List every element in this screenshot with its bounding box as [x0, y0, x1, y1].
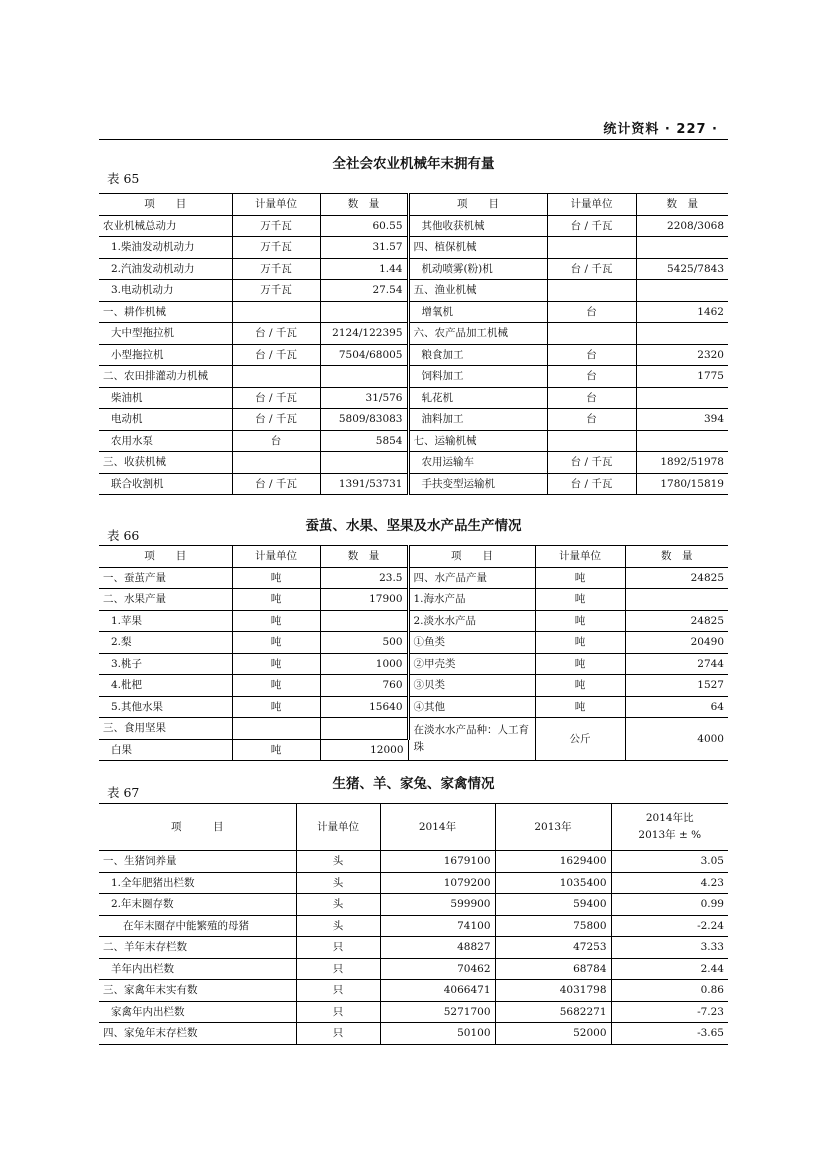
table-row [99, 1001, 728, 1023]
item-cell: 粮食加工 [408, 344, 547, 366]
unit-cell: 头 [296, 894, 380, 916]
table-65 [99, 193, 728, 495]
change-header-line2: 2013年 ± % [638, 829, 702, 841]
item-cell: 油料加工 [408, 409, 547, 431]
table-row [99, 237, 728, 259]
column-header: 计量单位 [232, 194, 320, 216]
unit-cell: 吨 [535, 567, 625, 589]
value-cell [636, 323, 728, 345]
unit-cell: 台 [547, 366, 636, 388]
value-cell: 5682271 [495, 1001, 611, 1023]
value-cell: 52000 [495, 1023, 611, 1045]
unit-cell: 万千瓦 [232, 215, 320, 237]
value-cell: 23.5 [320, 567, 408, 589]
unit-cell: 吨 [535, 589, 625, 611]
unit-cell: 台 [547, 301, 636, 323]
value-cell: 2320 [636, 344, 728, 366]
unit-cell: 吨 [535, 653, 625, 675]
item-cell: 2.汽油发动机动力 [99, 258, 232, 280]
table-row [99, 958, 728, 980]
value-cell [320, 452, 408, 474]
change-cell: -7.23 [611, 1001, 728, 1023]
value-cell: 31.57 [320, 237, 408, 259]
table-66-title: 蚕茧、水果、坚果及水产品生产情况 [305, 518, 522, 534]
value-cell: 1.44 [320, 258, 408, 280]
item-cell: 二、农田排灌动力机械 [99, 366, 232, 388]
table-row [99, 301, 728, 323]
item-cell: 手扶变型运输机 [408, 473, 547, 495]
table-65-header-row [99, 194, 728, 216]
unit-cell: 吨 [232, 739, 320, 761]
table-row [99, 675, 728, 697]
unit-cell: 只 [296, 980, 380, 1002]
table-row [99, 258, 728, 280]
change-cell: 3.33 [611, 937, 728, 959]
item-cell: 5.其他水果 [99, 696, 232, 718]
value-cell: 59400 [495, 894, 611, 916]
value-cell: 1035400 [495, 872, 611, 894]
value-cell: 48827 [380, 937, 495, 959]
value-cell [636, 280, 728, 302]
value-cell: 1391/53731 [320, 473, 408, 495]
change-cell: -3.65 [611, 1023, 728, 1045]
value-cell [320, 301, 408, 323]
change-cell: 3.05 [611, 851, 728, 873]
change-cell: 0.99 [611, 894, 728, 916]
unit-cell: 吨 [232, 696, 320, 718]
table-row [99, 430, 728, 452]
value-cell: 5271700 [380, 1001, 495, 1023]
table-row [99, 280, 728, 302]
unit-cell [547, 280, 636, 302]
table-65-title: 全社会农业机械年末拥有量 [332, 156, 495, 172]
column-header: 项 目 [99, 804, 296, 851]
value-cell: 599900 [380, 894, 495, 916]
item-cell: 3.桃子 [99, 653, 232, 675]
item-cell: 1.海水产品 [408, 589, 535, 611]
unit-cell [232, 301, 320, 323]
table-row [99, 718, 728, 740]
value-cell: 2124/122395 [320, 323, 408, 345]
item-cell: ④其他 [408, 696, 535, 718]
value-cell: 5809/83083 [320, 409, 408, 431]
change-cell: 0.86 [611, 980, 728, 1002]
value-cell: 5425/7843 [636, 258, 728, 280]
unit-cell: 头 [296, 915, 380, 937]
column-header: 项 目 [99, 194, 232, 216]
column-header: 计量单位 [232, 546, 320, 568]
column-header: 计量单位 [547, 194, 636, 216]
unit-cell [232, 366, 320, 388]
value-cell: 394 [636, 409, 728, 431]
unit-cell: 台 [232, 430, 320, 452]
unit-cell: 吨 [535, 696, 625, 718]
table-row [99, 894, 728, 916]
item-cell: 4.枇杷 [99, 675, 232, 697]
table-67-label: 表 67 [107, 785, 140, 800]
item-cell: 一、生猪饲养量 [99, 851, 296, 873]
unit-cell: 吨 [232, 567, 320, 589]
unit-cell: 台 [547, 387, 636, 409]
unit-cell: 台 / 千瓦 [547, 258, 636, 280]
item-cell: 2.梨 [99, 632, 232, 654]
item-cell: 1.全年肥猪出栏数 [99, 872, 296, 894]
table-row [99, 215, 728, 237]
unit-cell: 万千瓦 [232, 258, 320, 280]
value-cell: 1527 [625, 675, 728, 697]
column-header: 数 量 [320, 194, 408, 216]
unit-cell [547, 237, 636, 259]
unit-cell: 台 / 千瓦 [547, 452, 636, 474]
unit-cell: 台 [547, 409, 636, 431]
column-header: 数 量 [320, 546, 408, 568]
item-cell: 农业机械总动力 [99, 215, 232, 237]
item-cell: ①鱼类 [408, 632, 535, 654]
table-row [99, 409, 728, 431]
item-cell: 3.电动机动力 [99, 280, 232, 302]
value-cell: 50100 [380, 1023, 495, 1045]
value-cell [636, 237, 728, 259]
unit-cell: 台 / 千瓦 [232, 409, 320, 431]
column-header: 项 目 [408, 194, 547, 216]
item-cell: 其他收获机械 [408, 215, 547, 237]
table-row [99, 872, 728, 894]
item-cell: 机动喷雾(粉)机 [408, 258, 547, 280]
value-cell [636, 430, 728, 452]
unit-cell [547, 323, 636, 345]
item-cell: 羊年内出栏数 [99, 958, 296, 980]
value-cell: 24825 [625, 610, 728, 632]
unit-cell [232, 718, 320, 740]
table-row [99, 387, 728, 409]
unit-cell: 台 / 千瓦 [232, 387, 320, 409]
value-cell: 2208/3068 [636, 215, 728, 237]
value-cell: 1780/15819 [636, 473, 728, 495]
value-cell: 1679100 [380, 851, 495, 873]
column-header: 项 目 [408, 546, 535, 568]
value-cell: 17900 [320, 589, 408, 611]
unit-cell: 只 [296, 1001, 380, 1023]
item-cell: 农用运输车 [408, 452, 547, 474]
column-header: 项 目 [99, 546, 232, 568]
value-cell: 27.54 [320, 280, 408, 302]
item-cell: 2.年末圈存数 [99, 894, 296, 916]
column-header: 数 量 [625, 546, 728, 568]
column-header: 2014年 [380, 804, 495, 851]
unit-cell: 吨 [232, 589, 320, 611]
unit-cell: 吨 [535, 632, 625, 654]
pearl-item-cell: 在淡水水产品种：人工育珠 [408, 718, 535, 761]
unit-cell: 公斤 [535, 718, 625, 761]
item-cell: 2.淡水水产品 [408, 610, 535, 632]
value-cell: 7504/68005 [320, 344, 408, 366]
value-cell: 70462 [380, 958, 495, 980]
value-cell: 1892/51978 [636, 452, 728, 474]
table-row [99, 937, 728, 959]
item-cell: 轧花机 [408, 387, 547, 409]
value-cell: 68784 [495, 958, 611, 980]
item-cell: 三、食用坚果 [99, 718, 232, 740]
item-cell: 1.柴油发动机动力 [99, 237, 232, 259]
value-cell: 4066471 [380, 980, 495, 1002]
item-cell: 大中型拖拉机 [99, 323, 232, 345]
item-cell: 在年末圈存中能繁殖的母猪 [99, 915, 296, 937]
table-row [99, 632, 728, 654]
unit-cell: 吨 [232, 610, 320, 632]
unit-cell: 吨 [535, 610, 625, 632]
value-cell: 500 [320, 632, 408, 654]
unit-cell: 头 [296, 872, 380, 894]
item-cell: 四、水产品产量 [408, 567, 535, 589]
item-cell: 三、收获机械 [99, 452, 232, 474]
value-cell: 4000 [625, 718, 728, 761]
value-cell [625, 589, 728, 611]
table-row [99, 344, 728, 366]
value-cell: 64 [625, 696, 728, 718]
item-cell: 六、农产品加工机械 [408, 323, 547, 345]
unit-cell: 台 [547, 344, 636, 366]
column-header: 2013年 [495, 804, 611, 851]
value-cell: 12000 [320, 739, 408, 761]
item-cell: 饲料加工 [408, 366, 547, 388]
table-row [99, 452, 728, 474]
item-cell: 四、植保机械 [408, 237, 547, 259]
column-header: 数 量 [636, 194, 728, 216]
table-66-label: 表 66 [107, 528, 140, 543]
value-cell: 760 [320, 675, 408, 697]
value-cell [320, 718, 408, 740]
table-65-label: 表 65 [107, 171, 140, 186]
value-cell: 15640 [320, 696, 408, 718]
item-cell: 小型拖拉机 [99, 344, 232, 366]
value-cell: 1000 [320, 653, 408, 675]
unit-cell: 吨 [232, 675, 320, 697]
item-cell: 四、家兔年末存栏数 [99, 1023, 296, 1045]
unit-cell: 台 / 千瓦 [232, 344, 320, 366]
item-cell: 1.苹果 [99, 610, 232, 632]
unit-cell: 只 [296, 958, 380, 980]
table-67-header-row [99, 804, 728, 851]
unit-cell: 万千瓦 [232, 237, 320, 259]
value-cell: 60.55 [320, 215, 408, 237]
unit-cell: 吨 [535, 675, 625, 697]
item-cell: 增氧机 [408, 301, 547, 323]
unit-cell: 只 [296, 937, 380, 959]
table-66-header-row [99, 546, 728, 568]
table-row [99, 980, 728, 1002]
table-row [99, 610, 728, 632]
item-cell: 家禽年内出栏数 [99, 1001, 296, 1023]
item-cell: 五、渔业机械 [408, 280, 547, 302]
item-cell: 一、蚕茧产量 [99, 567, 232, 589]
unit-cell: 万千瓦 [232, 280, 320, 302]
change-cell: 2.44 [611, 958, 728, 980]
page-header: 统计资料 · 227 · [603, 122, 718, 137]
table-row [99, 915, 728, 937]
value-cell: 1079200 [380, 872, 495, 894]
value-cell: 1775 [636, 366, 728, 388]
unit-cell: 台 / 千瓦 [547, 215, 636, 237]
item-cell: 联合收割机 [99, 473, 232, 495]
item-cell: 电动机 [99, 409, 232, 431]
item-cell: 白果 [99, 739, 232, 761]
column-header: 计量单位 [296, 804, 380, 851]
unit-cell: 吨 [232, 632, 320, 654]
table-67 [99, 803, 728, 1045]
table-row [99, 473, 728, 495]
table-row [99, 653, 728, 675]
table-row [99, 589, 728, 611]
column-header: 计量单位 [535, 546, 625, 568]
value-cell: 20490 [625, 632, 728, 654]
header-rule [99, 139, 728, 140]
change-header-line1: 2014年比 [645, 812, 694, 824]
value-cell [636, 387, 728, 409]
value-cell: 24825 [625, 567, 728, 589]
table-row [99, 323, 728, 345]
change-cell: 4.23 [611, 872, 728, 894]
value-cell: 1462 [636, 301, 728, 323]
table-row [99, 366, 728, 388]
table-row [99, 696, 728, 718]
column-header-change [611, 804, 728, 851]
item-cell: ②甲壳类 [408, 653, 535, 675]
table-67-title: 生猪、羊、家兔、家禽情况 [332, 776, 495, 792]
change-cell: -2.24 [611, 915, 728, 937]
item-cell: 一、耕作机械 [99, 301, 232, 323]
unit-cell [547, 430, 636, 452]
item-cell: 二、羊年末存栏数 [99, 937, 296, 959]
item-cell: 柴油机 [99, 387, 232, 409]
item-cell: ③贝类 [408, 675, 535, 697]
value-cell: 2744 [625, 653, 728, 675]
value-cell: 75800 [495, 915, 611, 937]
unit-cell: 台 / 千瓦 [547, 473, 636, 495]
value-cell [320, 610, 408, 632]
item-cell: 七、运输机械 [408, 430, 547, 452]
item-cell: 三、家禽年末实有数 [99, 980, 296, 1002]
table-66 [99, 545, 728, 761]
table-row [99, 567, 728, 589]
value-cell [320, 366, 408, 388]
unit-cell: 吨 [232, 653, 320, 675]
value-cell: 5854 [320, 430, 408, 452]
unit-cell: 台 / 千瓦 [232, 323, 320, 345]
value-cell: 4031798 [495, 980, 611, 1002]
unit-cell: 只 [296, 1023, 380, 1045]
value-cell: 31/576 [320, 387, 408, 409]
unit-cell: 头 [296, 851, 380, 873]
unit-cell [232, 452, 320, 474]
item-cell: 农用水泵 [99, 430, 232, 452]
value-cell: 47253 [495, 937, 611, 959]
table-row [99, 851, 728, 873]
value-cell: 74100 [380, 915, 495, 937]
table-row [99, 1023, 728, 1045]
item-cell: 二、水果产量 [99, 589, 232, 611]
unit-cell: 台 / 千瓦 [232, 473, 320, 495]
value-cell: 1629400 [495, 851, 611, 873]
